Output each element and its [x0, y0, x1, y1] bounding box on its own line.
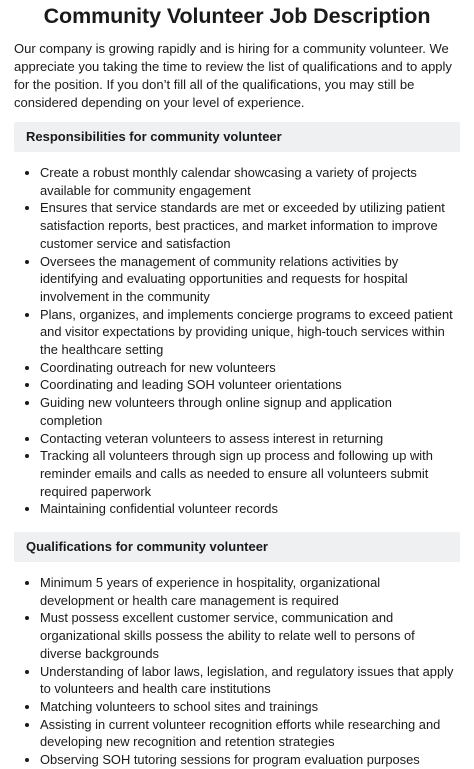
list-item: • Assisting in current volunteer recognition efforts while researching and developing new recognition and retention strategies [40, 716, 456, 751]
list-item: • Plans, organizes, and implements concierge programs to exceed patient and visitor expectations by providing unique, high-touch services within the healthcare setting [40, 306, 456, 359]
list-item: • Create a robust monthly calendar showcasing a variety of projects available for community engagement [40, 164, 456, 199]
intro-paragraph: Our company is growing rapidly and is hiring for a community volunteer. We appreciate you taking the time to review the list of qualifications and to apply for the position. If you don’t fill all of the qualifications, you may still be considered depending on your level of experience. [14, 41, 452, 110]
list-item: • Tracking all volunteers through sign up process and following up with reminder emails and calls as needed to ensure all volunteers submit required paperwork [40, 447, 456, 500]
responsibilities-list [14, 164, 460, 518]
list-item: • Must possess excellent customer service, communication and organizational skills possess the ability to relate well to persons of diverse backgrounds [40, 609, 456, 662]
list-item: • Understanding of labor laws, legislation, and regulatory issues that apply to volunteers and health care institutions [40, 663, 456, 698]
list-item: • Maintaining confidential volunteer records [40, 500, 456, 518]
list-item: • Matching volunteers to school sites and trainings [40, 698, 456, 716]
page-title: Community Volunteer Job Description [43, 4, 431, 28]
list-item: • Coordinating outreach for new volunteers [40, 359, 456, 377]
list-item: • Guiding new volunteers through online signup and application completion [40, 394, 456, 429]
qualifications-heading: Qualifications for community volunteer [14, 532, 460, 562]
list-item: • Minimum 5 years of experience in hospitality, organizational development or health care management is required [40, 574, 456, 609]
list-item: • Contacting veteran volunteers to assess interest in returning [40, 430, 456, 448]
list-item: • Observing SOH tutoring sessions for program evaluation purposes [40, 751, 456, 769]
list-item: • Ensures that service standards are met or exceeded by utilizing patient satisfaction reports, best practices, and market information to improve customer service and satisfaction [40, 199, 456, 252]
responsibilities-heading: Responsibilities for community volunteer [14, 122, 460, 152]
qualifications-list [14, 574, 460, 769]
list-item: • Oversees the management of community relations activities by identifying and evaluating opportunities and requests for hospital involvement in the community [40, 253, 456, 306]
list-item: • Coordinating and leading SOH volunteer orientations [40, 376, 456, 394]
